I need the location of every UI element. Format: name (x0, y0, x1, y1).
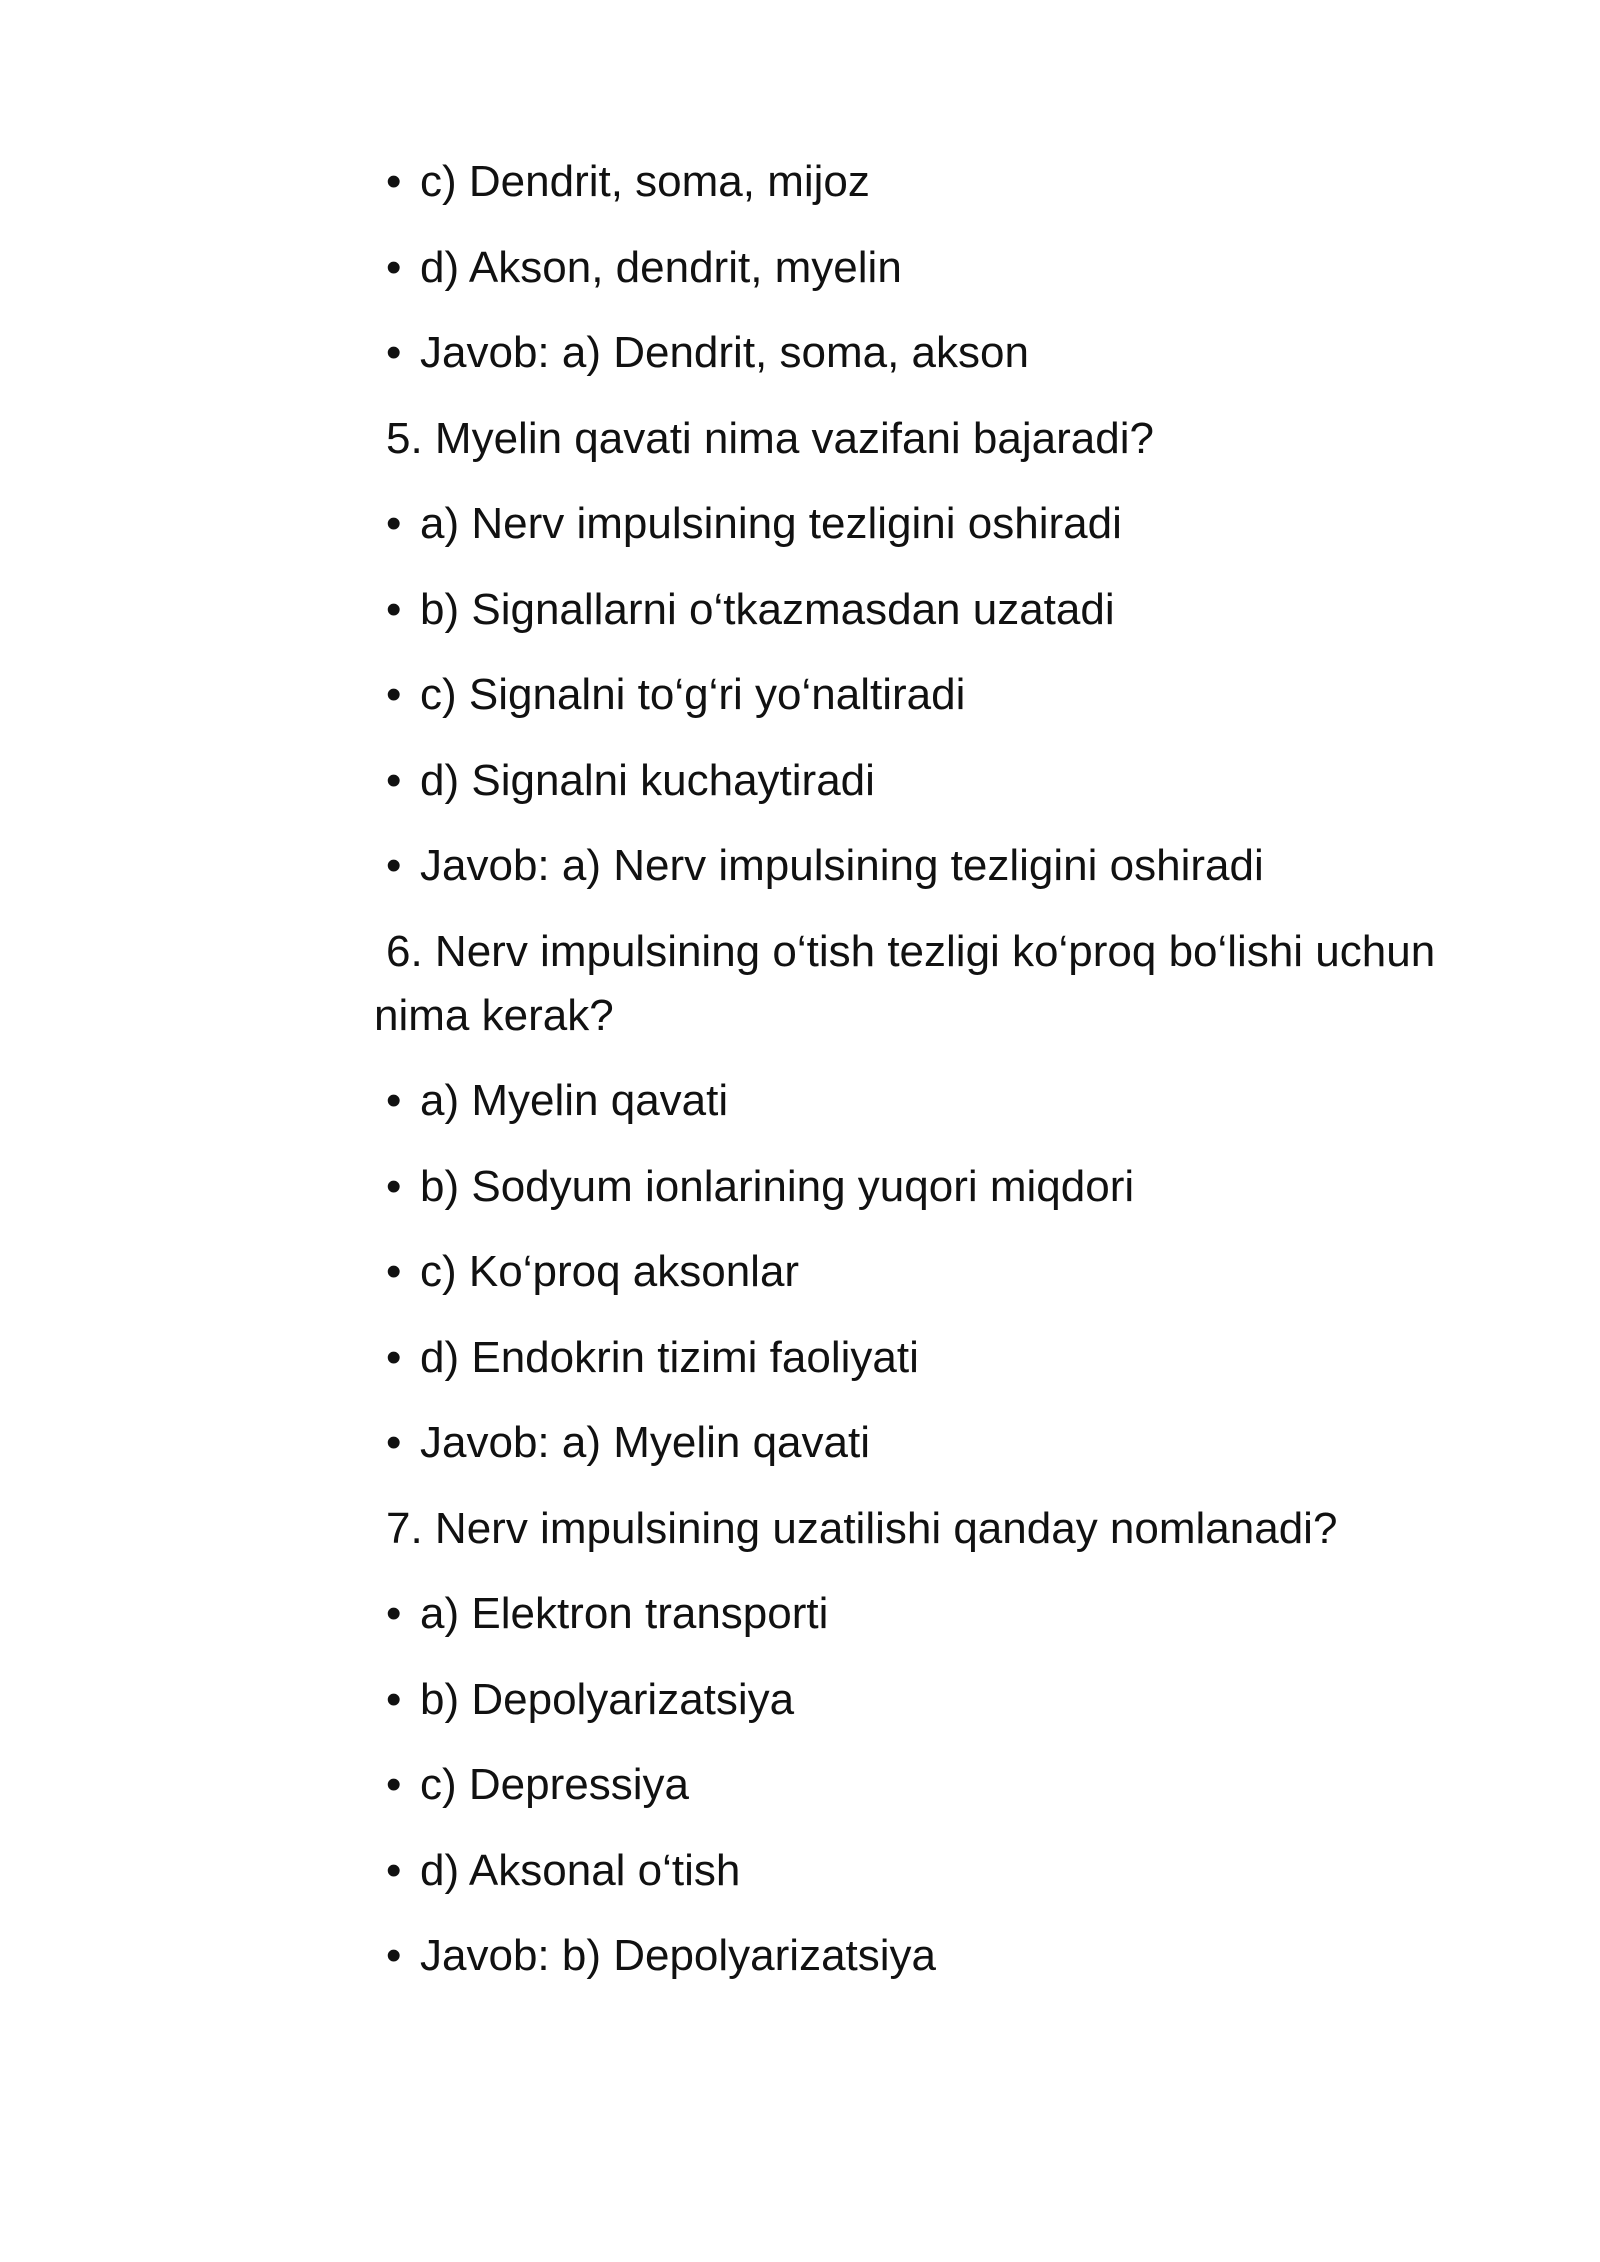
question-text-line-2: nima kerak? (374, 990, 614, 1040)
bullet-icon: • (386, 1076, 402, 1125)
option-text: a) Elektron transporti (420, 1589, 829, 1638)
option-text: a) Myelin qavati (420, 1076, 729, 1125)
bullet-icon: • (386, 1332, 402, 1382)
bullet-icon: • (386, 499, 402, 548)
option-line (374, 1326, 1484, 1390)
option-line (374, 663, 1484, 727)
option-line (374, 1069, 1484, 1133)
bullet-icon: • (386, 1931, 402, 1980)
option-line (374, 150, 1484, 214)
question-text: 5. Myelin qavati nima vazifani bajaradi? (386, 413, 1154, 463)
option-line (374, 578, 1484, 642)
bullet-icon: • (386, 841, 402, 890)
option-line (374, 1668, 1484, 1732)
option-line (374, 236, 1484, 300)
question-7 (374, 1497, 1484, 1561)
answer-text: Javob: a) Nerv impulsining tezligini oshiradi (420, 841, 1264, 890)
option-text: d) Endokrin tizimi faoliyati (420, 1332, 919, 1382)
bullet-icon: • (386, 670, 402, 719)
option-text: d) Akson, dendrit, myelin (420, 242, 902, 292)
bullet-icon: • (386, 755, 402, 805)
bullet-icon: • (386, 1674, 402, 1724)
option-text: c) Ko‘proq aksonlar (420, 1247, 800, 1296)
option-text: c) Depressiya (420, 1760, 689, 1809)
question-6 (374, 920, 1484, 1048)
question-text: 7. Nerv impulsining uzatilishi qanday nomlanadi? (386, 1503, 1338, 1553)
option-line (374, 1240, 1484, 1304)
bullet-icon: • (386, 1247, 402, 1296)
option-line (374, 1753, 1484, 1817)
option-text: a) Nerv impulsining tezligini oshiradi (420, 499, 1122, 548)
option-line (374, 492, 1484, 556)
question-text-line-1: 6. Nerv impulsining o‘tish tezligi ko‘proq bo‘lishi uchun (386, 926, 1436, 976)
option-text: b) Depolyarizatsiya (420, 1674, 795, 1724)
option-text: b) Sodyum ionlarining yuqori miqdori (420, 1161, 1135, 1211)
answer-text: Javob: a) Dendrit, soma, akson (420, 328, 1029, 377)
option-line (374, 1582, 1484, 1646)
option-text: b) Signallarni o‘tkazmasdan uzatadi (420, 584, 1115, 634)
document-content (374, 150, 1484, 2010)
bullet-icon: • (386, 157, 402, 206)
bullet-icon: • (386, 242, 402, 292)
bullet-icon: • (386, 1845, 402, 1895)
option-text: c) Signalni to‘g‘ri yo‘naltiradi (420, 670, 966, 719)
option-text: c) Dendrit, soma, mijoz (420, 157, 870, 206)
question-5 (374, 407, 1484, 471)
answer-line (374, 834, 1484, 898)
bullet-icon: • (386, 1760, 402, 1809)
bullet-icon: • (386, 1418, 402, 1467)
bullet-icon: • (386, 1589, 402, 1638)
answer-text: Javob: b) Depolyarizatsiya (420, 1931, 937, 1980)
bullet-icon: • (386, 1161, 402, 1211)
answer-line (374, 1924, 1484, 1988)
answer-line (374, 321, 1484, 385)
option-text: d) Signalni kuchaytiradi (420, 755, 875, 805)
option-text: d) Aksonal o‘tish (420, 1845, 741, 1895)
bullet-icon: • (386, 584, 402, 634)
answer-text: Javob: a) Myelin qavati (420, 1418, 870, 1467)
bullet-icon: • (386, 328, 402, 377)
option-line (374, 1155, 1484, 1219)
option-line (374, 1839, 1484, 1903)
answer-line (374, 1411, 1484, 1475)
option-line (374, 749, 1484, 813)
